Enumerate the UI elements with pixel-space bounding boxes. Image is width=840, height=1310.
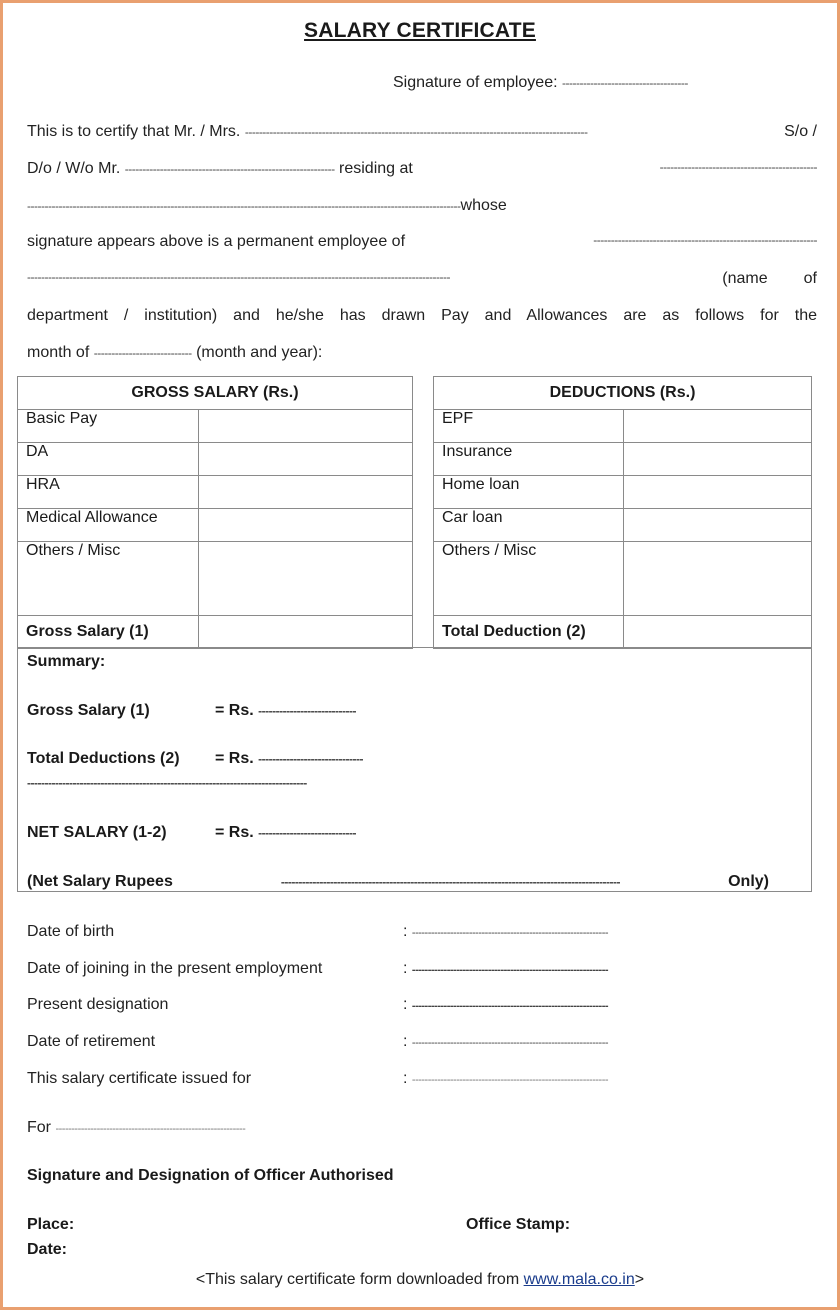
gross-row-value[interactable] (199, 443, 413, 476)
deductions-header: DEDUCTIONS (Rs.) (434, 377, 812, 410)
relation-label: S/o / (784, 123, 817, 140)
summary-gross-eq: = Rs. (215, 702, 254, 719)
gross-row-label: DA (18, 443, 199, 476)
employee-signature-line (393, 74, 688, 92)
net-salary-words-line (27, 873, 769, 891)
summary-gross-line (215, 702, 356, 720)
deductions-table (433, 376, 812, 649)
gross-row-value[interactable] (199, 542, 413, 616)
net-salary-eq: = Rs. (215, 824, 254, 841)
relation-prefix: D/o / W/o Mr. (27, 160, 121, 177)
detail-label-issued-for: This salary certificate issued for (27, 1070, 252, 1087)
deduction-row-value[interactable] (624, 443, 812, 476)
summary-gross-field[interactable]: ---------------------------- (258, 704, 357, 718)
gross-row-value[interactable] (199, 410, 413, 443)
page-title: SALARY CERTIFICATE (304, 19, 536, 42)
detail-field-issued-for (403, 1070, 608, 1088)
net-words-suffix: Only) (728, 873, 769, 890)
certify-line-4 (27, 233, 817, 251)
parent-spouse-name-field[interactable]: ------------------------------------------------------------ (124, 162, 335, 176)
summary-gross-label: Gross Salary (1) (27, 702, 150, 719)
summary-deductions-line (215, 750, 363, 768)
employee-signature-label: Signature of employee: (393, 74, 558, 91)
for-label: For (27, 1119, 51, 1136)
detail-sep: : (403, 1033, 408, 1050)
net-salary-label: NET SALARY (1-2) (27, 824, 167, 841)
for-line (27, 1119, 245, 1137)
dob-field[interactable]: -------------------------------------------------------------- (411, 927, 609, 939)
detail-label-designation: Present designation (27, 996, 169, 1013)
detail-field-dob (403, 923, 608, 941)
footer-link[interactable]: www.mala.co.in (523, 1271, 635, 1288)
footer-note (3, 1271, 837, 1289)
net-words-field[interactable]: ------------------------------------------------------------------------------------------------- (280, 875, 621, 889)
detail-field-joining (403, 960, 608, 978)
deduction-row-label: EPF (434, 410, 624, 443)
address-field[interactable]: --------------------------------------------- (659, 160, 817, 174)
deduction-row-label: Home loan (434, 476, 624, 509)
whose-label: whose (460, 197, 507, 214)
detail-label-dob: Date of birth (27, 923, 115, 940)
gross-total-value[interactable] (199, 616, 413, 649)
employee-of-label: signature appears above is a permanent employee of (27, 233, 406, 250)
detail-label-retirement: Date of retirement (27, 1033, 156, 1050)
footer-suffix: > (634, 1271, 645, 1288)
deduction-row-value[interactable] (624, 542, 812, 616)
employee-signature-field[interactable]: ------------------------------------ (562, 76, 688, 90)
designation-field[interactable]: -------------------------------------------------------------- (411, 1000, 609, 1012)
employer-field[interactable]: ---------------------------------------------------------------- (593, 233, 817, 247)
detail-field-designation (403, 996, 608, 1014)
gross-row-label: Others / Misc (18, 542, 199, 616)
net-words-prefix: (Net Salary Rupees (27, 873, 173, 890)
gross-total-label: Gross Salary (1) (18, 616, 199, 649)
joining-date-field[interactable]: -------------------------------------------------------------- (411, 964, 609, 976)
detail-sep: : (403, 923, 408, 940)
residing-at-label: residing at (339, 160, 413, 177)
detail-label-joining: Date of joining in the present employment (27, 960, 323, 977)
of-label: of (803, 270, 817, 287)
month-year-hint: (month and year): (196, 344, 323, 361)
net-salary-field[interactable]: ---------------------------- (258, 826, 357, 840)
department-field[interactable]: ------------------------------------------------------------------------------------------------------------------------- (27, 270, 451, 284)
summary-deductions-field[interactable]: ------------------------------ (258, 752, 364, 766)
gross-row-label: Medical Allowance (18, 509, 199, 542)
deduction-row-label: Car loan (434, 509, 624, 542)
summary-heading: Summary: (27, 653, 106, 670)
for-field[interactable]: ------------------------------------------------------------ (55, 1123, 246, 1135)
summary-deductions-eq: = Rs. (215, 750, 254, 767)
employee-name-field[interactable]: -------------------------------------------------------------------------------------------------- (244, 125, 588, 139)
detail-sep: : (403, 996, 408, 1013)
deduction-total-value[interactable] (624, 616, 812, 649)
issued-for-field[interactable]: -------------------------------------------------------------- (411, 1074, 609, 1086)
net-salary-line (215, 824, 356, 842)
certify-line-2 (27, 160, 817, 178)
retirement-date-field[interactable]: -------------------------------------------------------------- (411, 1037, 609, 1049)
month-of-label: month of (27, 344, 90, 361)
certify-line-1 (27, 123, 817, 141)
detail-sep: : (403, 960, 408, 977)
summary-deductions-label: Total Deductions (2) (27, 750, 180, 767)
place-label: Place: (27, 1216, 75, 1233)
office-stamp-label: Office Stamp: (466, 1216, 571, 1233)
gross-row-value[interactable] (199, 476, 413, 509)
summary-separator: -------------------------------------------------------------------------------- (27, 776, 307, 790)
certify-line-5 (27, 270, 817, 288)
address-continuation-field[interactable]: ---------------------------------------------------------------------------------------------------------------------------- (27, 199, 461, 213)
gross-salary-header: GROSS SALARY (Rs.) (18, 377, 413, 410)
deduction-row-label: Insurance (434, 443, 624, 476)
officer-signature-label: Signature and Designation of Officer Authorised (27, 1167, 394, 1184)
detail-field-retirement (403, 1033, 608, 1051)
date-label: Date: (27, 1241, 68, 1258)
footer-prefix: <This salary certificate form downloaded from (195, 1271, 524, 1288)
deduction-row-value[interactable] (624, 509, 812, 542)
certify-line-6: department / institution) and he/she has drawn Pay and Allowances are as follows for the (27, 307, 817, 324)
gross-salary-table (17, 376, 413, 649)
deduction-row-value[interactable] (624, 476, 812, 509)
gross-row-label: HRA (18, 476, 199, 509)
gross-row-label: Basic Pay (18, 410, 199, 443)
certify-line-7 (27, 344, 322, 362)
deduction-row-value[interactable] (624, 410, 812, 443)
gross-row-value[interactable] (199, 509, 413, 542)
deduction-total-label: Total Deduction (2) (434, 616, 624, 649)
name-of-label: (name (722, 270, 768, 287)
certify-line-3 (27, 197, 507, 215)
deduction-row-label: Others / Misc (434, 542, 624, 616)
month-year-field[interactable]: ---------------------------- (93, 346, 192, 360)
certify-prefix: This is to certify that Mr. / Mrs. (27, 123, 241, 140)
detail-sep: : (403, 1070, 408, 1087)
summary-box (17, 647, 812, 892)
